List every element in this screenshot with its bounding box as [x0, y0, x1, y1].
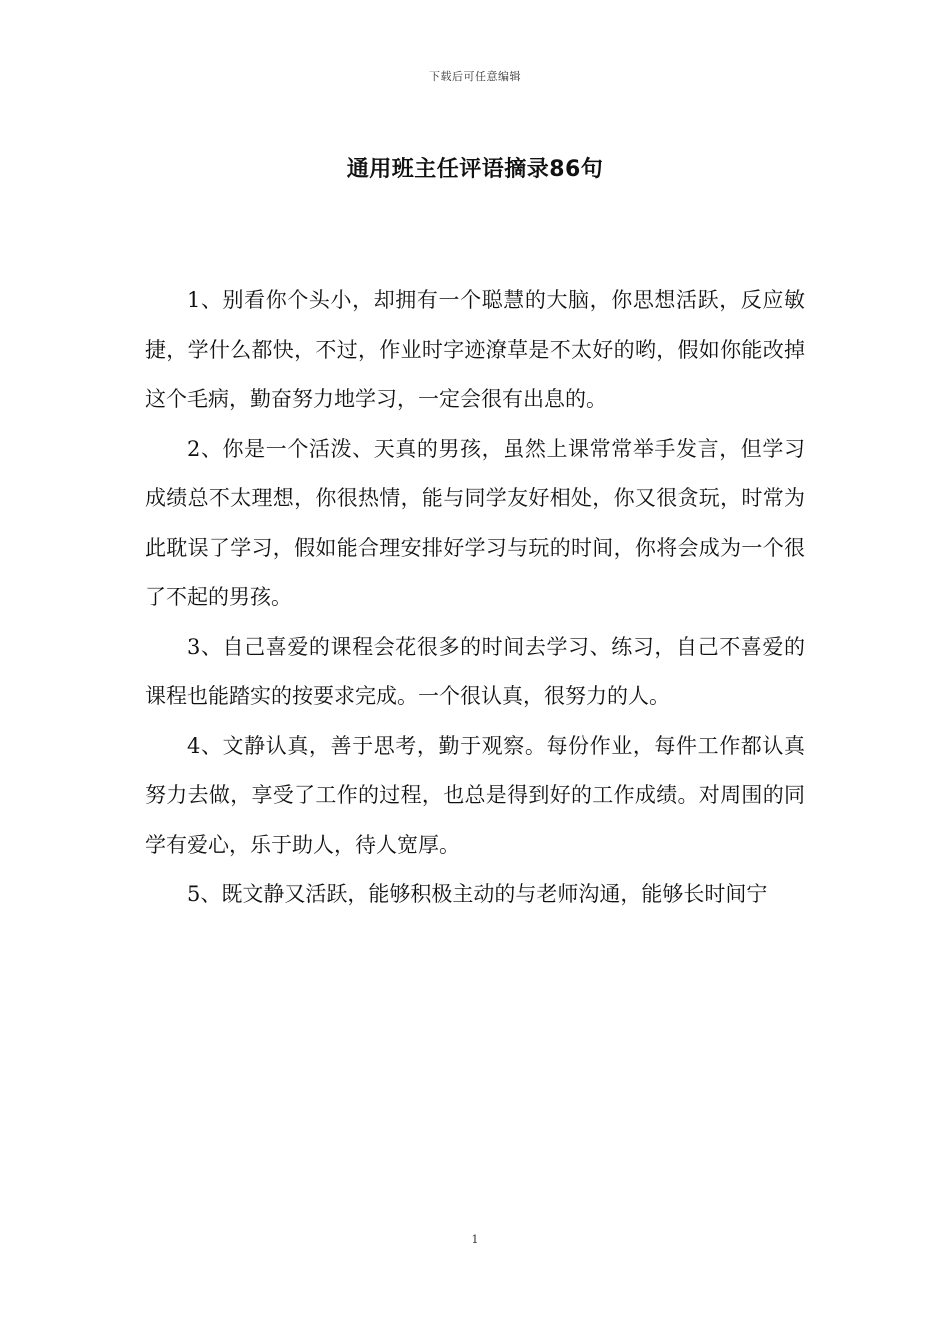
paragraph-5: 5、既文静又活跃，能够积极主动的与老师沟通，能够长时间宁 [187, 882, 768, 906]
paragraph-2: 2、你是一个活泼、天真的男孩，虽然上课常常举手发言，但学习成绩总不太理想，你很热情，能与同学友好相处，你又很贪玩，时常为此耽误了学习，假如能合理安排好学习与玩的时间，你将会成为一个很了不起的男孩。 [145, 436, 805, 609]
document-body [145, 276, 805, 920]
header-note: 下载后可任意编辑 [429, 70, 521, 83]
paragraph-3: 3、自己喜爱的课程会花很多的时间去学习、练习，自己不喜爱的课程也能踏实的按要求完成。一个很认真，很努力的人。 [145, 634, 805, 708]
page-number: 1 [471, 1233, 479, 1246]
document-title: 通用班主任评语摘录86句 [346, 157, 604, 182]
paragraph-1: 1、别看你个头小，却拥有一个聪慧的大脑，你思想活跃，反应敏捷，学什么都快，不过，作业时字迹潦草是不太好的哟，假如你能改掉这个毛病，勤奋努力地学习，一定会很有出息的。 [145, 288, 805, 411]
paragraph-4: 4、文静认真，善于思考，勤于观察。每份作业，每件工作都认真努力去做，享受了工作的过程，也总是得到好的工作成绩。对周围的同学有爱心，乐于助人，待人宽厚。 [145, 733, 805, 857]
